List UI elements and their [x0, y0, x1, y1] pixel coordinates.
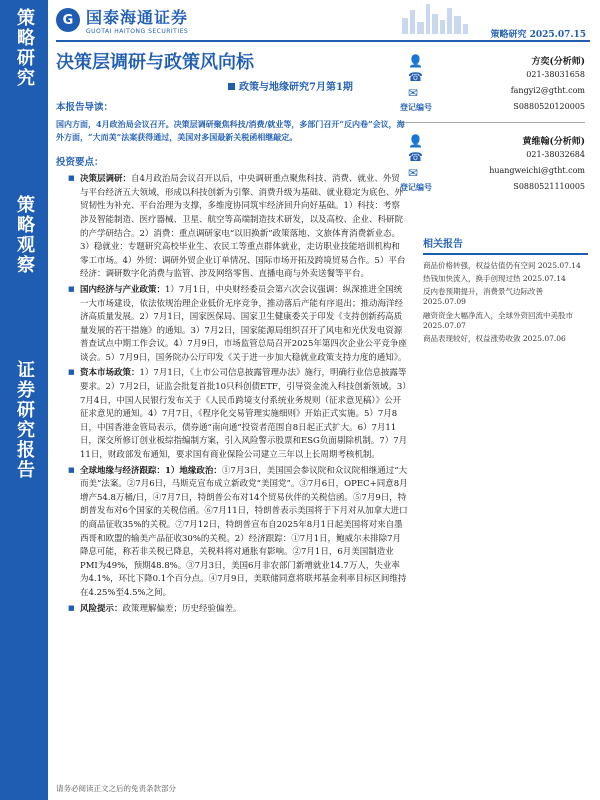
point-text: 政策理解偏差；历史经验偏差。 — [122, 603, 242, 614]
report-title: 决策层调研与政策风向标 — [56, 52, 254, 73]
author-panel — [400, 52, 585, 212]
phone-icon: ☎ — [408, 150, 423, 164]
author-phone: 021-38031658 — [526, 70, 585, 79]
city-skyline-icon — [400, 0, 470, 34]
logo-name: 国泰海通证券 — [86, 8, 189, 27]
invest-point — [56, 603, 408, 617]
person-icon: 👤 — [408, 134, 423, 148]
related-reports-title: 相关报告 — [423, 235, 588, 255]
subtitle-text: 政策与地缘研究7月第1期 — [239, 82, 353, 93]
sidebar-label-strategy-observation: 策略观察 — [14, 195, 35, 275]
point-text: 1）7月1日，中央财经委员会第六次会议强调：纵深推进全国统一大市场建设，依法依规治理企业低价无序竞争，推动落后产能有序退出；推动海洋经济高质量发展。2）7月1日，国家医保局、国家卫生健康委关于印发《支持创新药高质量发展的若干措施》的通知。3）7月2日，国家能源局组织召开了风电和光伏发电资源普查试点中期工作会议。4）7月9日，市场监管总局召开2025年第四次企业公平竞争座谈会。5）7月9日，国务院办公厅印发《关于进一步加大稳就业政策支持力度的通知》。 — [80, 284, 407, 363]
author-name: 方奕(分析师) — [531, 57, 585, 67]
left-sidebar-band — [0, 0, 48, 800]
invest-point — [56, 367, 408, 462]
sidebar-label-strategy-research: 策略研究 — [14, 8, 35, 88]
author-phone: 021-38032684 — [526, 150, 585, 159]
invest-point — [56, 465, 408, 601]
invest-point — [56, 173, 408, 282]
author-email[interactable]: huangweichi@gtht.com — [489, 166, 585, 175]
guide-heading: 本报告导读： — [56, 102, 114, 113]
author-name: 黄维翰(分析师) — [522, 137, 585, 147]
cert-label: 登记编号 — [400, 102, 432, 112]
email-icon: ✉ — [408, 166, 419, 180]
guide-text: 国内方面，4月政治局会议召开。决策层调研聚焦科技/消费/就业等，多部门召开“反内卷”会议，海外方面，“大而美”法案获得通过，美国对多国最新关税函相继敲定。 — [56, 119, 405, 142]
cert-label: 登记编号 — [400, 182, 432, 192]
person-icon: 👤 — [408, 54, 423, 68]
point-text: 1）7月1日，《上市公司信息披露管理办法》施行，明确行业信息披露等要求。2）7月2日，证监会批复首批10只科创债ETF，引导资金流入科技创新领域。3）7月4日，中国人民银行发布关于《人民币跨境支付系统业务规则（征求意见稿）》公开征求意见的通知。4）7月7日，《程序化交易管理实施细则》开始正式实施。5）7月8日，中国香港金管局表示，债券通“南向通”投资者范围自8日起正式扩大。6）7月11日，深交所修订创业板综指编制方案，引入风险警示股票和ESG负面剔除机制。7）7月11日，财政部发布通知，要求国有商业保险公司建立三年以上长周期考核机制。 — [80, 368, 408, 461]
invest-point — [56, 284, 408, 366]
main-content — [56, 100, 408, 618]
author-block — [400, 132, 585, 212]
header-divider — [56, 40, 590, 42]
logo-emblem-icon: G — [56, 8, 80, 32]
logo-english-name: GUOTAI HAITONG SECURITIES — [86, 28, 189, 35]
point-lead: 全球地缘与经济跟踪：1）地缘政治： — [80, 465, 222, 476]
company-logo — [56, 5, 188, 35]
author-block — [400, 52, 585, 132]
point-lead: 决策层调研： — [80, 174, 132, 185]
report-subtitle — [228, 78, 353, 93]
disclaimer-footer: 请务必阅读正文之后的免责条款部分 — [56, 784, 176, 793]
email-icon: ✉ — [408, 86, 419, 100]
author-cert: S0880520120005 — [513, 102, 585, 111]
related-report-item[interactable]: 热钱加快流入，换手创现过热 2025.07.14 — [423, 274, 566, 284]
related-reports — [423, 235, 588, 347]
related-report-item[interactable]: 反内卷预期提升，消费景气边际改善 2025.07.09 — [423, 287, 543, 307]
author-divider — [400, 122, 585, 123]
point-text: 自4月政治局会议召开以后，中央调研重点聚焦科技、消费、就业、外贸与平台经济五大领域，形成以科技创新为引擎、消费升级为基础、就业稳定为底色、外贸韧性为补充、平台治理为支撑，多维度协同筑牢经济回升向好基础。1）科技：考察涉及智能制造、医疗器械、卫星、航空等高端制造技术研发，以及高校、企业、科研院的产学研结合。2）消费：重点调研家电“以旧换新”政策落地、文旅体育消费新业态。3）稳就业：专题研究高校毕业生、农民工等重点群体就业，走访职业技能培训机构和零工市场。4）外贸：调研外贸企业订单情况、国际市场开拓及跨境贸易合作。5）平台经济：调研数字化消费与监管、涉及网络零售、直播电商与外卖送餐等平台。 — [80, 174, 406, 280]
point-lead: 风险提示： — [80, 603, 123, 614]
related-report-item[interactable]: 商品表现较好，权益涨势收敛 2025.07.06 — [423, 333, 566, 343]
point-lead: 资本市场政策： — [80, 368, 140, 379]
related-report-item[interactable]: 商品价格转强，权益估值仍有空间 2025.07.14 — [423, 261, 581, 270]
invest-heading: 投资要点： — [56, 156, 104, 168]
report-type-date: 策略研究 2025.07.15 — [490, 30, 586, 40]
phone-icon: ☎ — [408, 70, 423, 84]
author-email[interactable]: fangyi2@gtht.com — [510, 86, 585, 95]
related-report-item[interactable]: 融资资金大幅净流入，全球外资回流中美股市 2025.07.07 — [423, 310, 573, 330]
point-lead: 国内经济与产业政策： — [80, 284, 166, 295]
author-cert: S0880521110005 — [513, 182, 585, 191]
point-text: ①7月3日，美国国会参议院和众议院相继通过“大而美”法案。②7月6日，马斯克宣布成立新政党“美国党”。③7月6日，OPEC+同意8月增产54.8万桶/日，④7月7日，特朗普公布对14个贸易伙伴的关税信函。⑤7月9日，特朗普发布对6个国家的关税信函。⑥7月11日，特朗普表示美国将于下月对从加拿大进口的商品征收35%的关税。⑦7月12日，特朗普宣布自2025年8月1日起美国将对来自墨西哥和欧盟的输美产品征收30%的关税。2）经济跟踪：①7月1日，鲍威尔未排除7月降息可能，称若非关税已降息，关税料将对通胀有影响。②7月1日，6月美国制造业PMI为49%，预期48.8%。③7月3日，美国6月非农部门新增就业14.7万人，失业率为4.1%，环比下降0.1个百分点。④7月9日，美联储同意将联邦基金利率目标区间维持在4.25%至4.5%之间。 — [80, 465, 408, 598]
sidebar-label-securities-report: 证券研究报告 — [14, 360, 35, 480]
